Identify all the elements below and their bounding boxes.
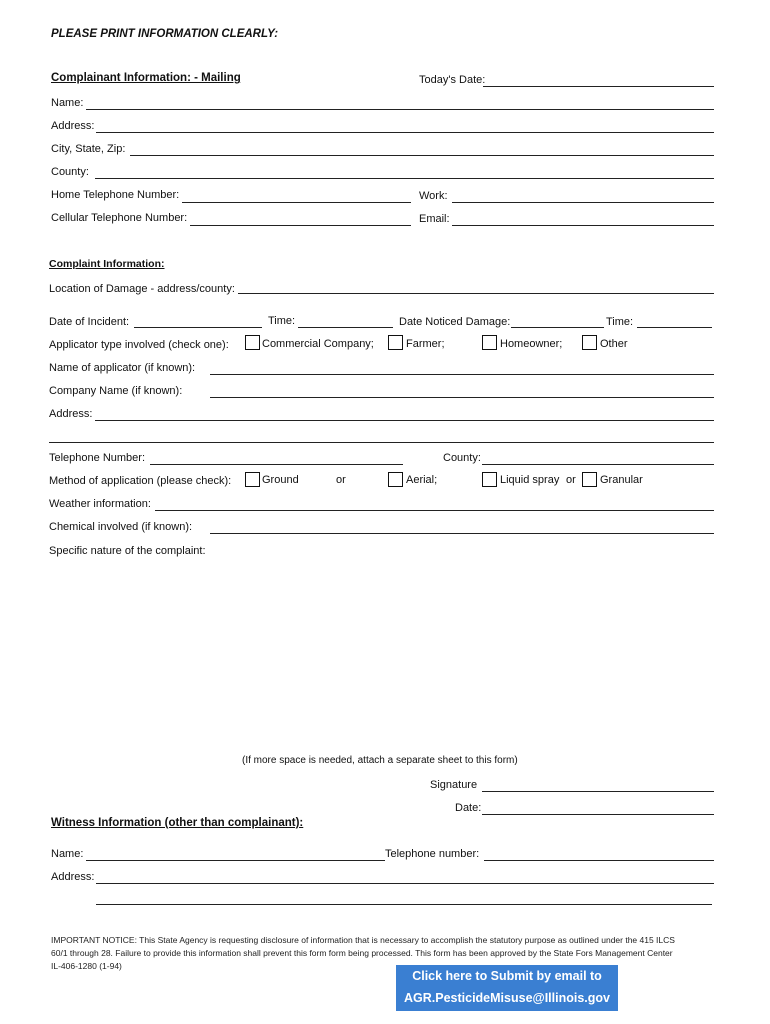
time-label-2: Time:: [606, 316, 634, 328]
submit-email-button[interactable]: [396, 965, 618, 1011]
more-space-note: (If more space is needed, attach a separate sheet to this form): [242, 755, 518, 766]
date-noticed-label: Date Noticed Damage:: [399, 316, 511, 328]
date-noticed-field[interactable]: [511, 327, 604, 328]
date-incident-label: Date of Incident:: [49, 316, 130, 328]
complainant-heading: Complainant Information: - Mailing: [51, 72, 241, 84]
signature-date-label: Date:: [455, 802, 482, 814]
home-phone-label: Home Telephone Number:: [51, 189, 180, 201]
commercial-company-label: Commercial Company;: [262, 338, 374, 350]
applicator-address-label: Address:: [49, 408, 93, 420]
aerial-checkbox[interactable]: [388, 472, 403, 487]
chemical-label: Chemical involved (if known):: [49, 521, 193, 533]
weather-label: Weather information:: [49, 498, 151, 510]
county-label: County:: [51, 166, 89, 178]
submit-button-line-1: Click here to Submit by email to: [412, 969, 602, 983]
nature-label: Specific nature of the complaint:: [49, 545, 206, 557]
witness-name-field[interactable]: [86, 860, 385, 861]
date-incident-field[interactable]: [134, 327, 262, 328]
witness-address-field-2[interactable]: [96, 904, 712, 905]
notice-line-2: 60/1 through 28. Failure to provide this information shall prevent this form form being processed. This form has been approved by the State Fors Management Center: [51, 948, 673, 958]
county-field[interactable]: [95, 178, 714, 179]
other-checkbox[interactable]: [582, 335, 597, 350]
applicator-address-field[interactable]: [95, 420, 714, 421]
weather-field[interactable]: [155, 510, 714, 511]
time-incident-field[interactable]: [298, 327, 393, 328]
todays-date-label: Today's Date:: [419, 74, 486, 86]
complaint-heading: Complaint Information:: [49, 258, 165, 270]
name-field[interactable]: [86, 109, 714, 110]
method-label: Method of application (please check):: [49, 475, 232, 487]
applicator-telephone-label: Telephone Number:: [49, 452, 146, 464]
form-instruction: PLEASE PRINT INFORMATION CLEARLY:: [51, 28, 279, 40]
witness-name-label: Name:: [51, 848, 84, 860]
liquid-spray-checkbox[interactable]: [482, 472, 497, 487]
witness-telephone-field[interactable]: [484, 860, 714, 861]
home-phone-field[interactable]: [182, 202, 411, 203]
signature-date-field[interactable]: [482, 814, 714, 815]
aerial-label: Aerial;: [406, 474, 438, 486]
location-field[interactable]: [238, 293, 714, 294]
address-field[interactable]: [96, 132, 714, 133]
granular-checkbox[interactable]: [582, 472, 597, 487]
witness-telephone-label: Telephone number:: [385, 848, 480, 860]
applicator-name-field[interactable]: [210, 374, 714, 375]
or-text-2: or: [566, 474, 576, 486]
time-noticed-field[interactable]: [637, 327, 712, 328]
city-state-zip-field[interactable]: [130, 155, 714, 156]
nature-text-area[interactable]: [49, 562, 714, 747]
address-label: Address:: [51, 120, 95, 132]
work-phone-field[interactable]: [452, 202, 714, 203]
applicator-type-label: Applicator type involved (check one):: [49, 339, 229, 351]
cell-phone-label: Cellular Telephone Number:: [51, 212, 188, 224]
city-state-zip-label: City, State, Zip:: [51, 143, 126, 155]
applicator-address-field-2[interactable]: [49, 442, 714, 443]
other-label: Other: [600, 338, 628, 350]
company-name-field[interactable]: [210, 397, 714, 398]
ground-checkbox[interactable]: [245, 472, 260, 487]
applicator-county-label: County:: [443, 452, 481, 464]
name-label: Name:: [51, 97, 84, 109]
signature-label: Signature: [430, 779, 478, 791]
work-label: Work:: [419, 190, 448, 202]
notice-line-1: IMPORTANT NOTICE: This State Agency is requesting disclosure of information that is necessary to accomplish the statutory purpose as outlined under the 415 ILCS: [51, 935, 675, 945]
submit-button-line-2: AGR.PesticideMisuse@Illinois.gov: [404, 991, 610, 1005]
location-label: Location of Damage - address/county:: [49, 283, 235, 295]
applicator-county-field[interactable]: [482, 464, 714, 465]
company-name-label: Company Name (if known):: [49, 385, 183, 397]
witness-heading: Witness Information (other than complainant):: [51, 817, 304, 829]
todays-date-field[interactable]: [483, 86, 714, 87]
email-label: Email:: [419, 213, 450, 225]
time-label-1: Time:: [268, 315, 296, 327]
applicator-name-label: Name of applicator (if known):: [49, 362, 196, 374]
homeowner-checkbox[interactable]: [482, 335, 497, 350]
email-field[interactable]: [452, 225, 714, 226]
farmer-checkbox[interactable]: [388, 335, 403, 350]
farmer-label: Farmer;: [406, 338, 445, 350]
liquid-spray-label: Liquid spray: [500, 474, 560, 486]
homeowner-label: Homeowner;: [500, 338, 563, 350]
commercial-company-checkbox[interactable]: [245, 335, 260, 350]
granular-label: Granular: [600, 474, 643, 486]
witness-address-field[interactable]: [96, 883, 714, 884]
witness-address-label: Address:: [51, 871, 95, 883]
form-number: IL-406-1280 (1-94): [51, 961, 122, 971]
cell-phone-field[interactable]: [190, 225, 411, 226]
applicator-telephone-field[interactable]: [150, 464, 403, 465]
or-text-1: or: [336, 474, 346, 486]
signature-field[interactable]: [482, 791, 714, 792]
ground-label: Ground: [262, 474, 299, 486]
chemical-field[interactable]: [210, 533, 714, 534]
